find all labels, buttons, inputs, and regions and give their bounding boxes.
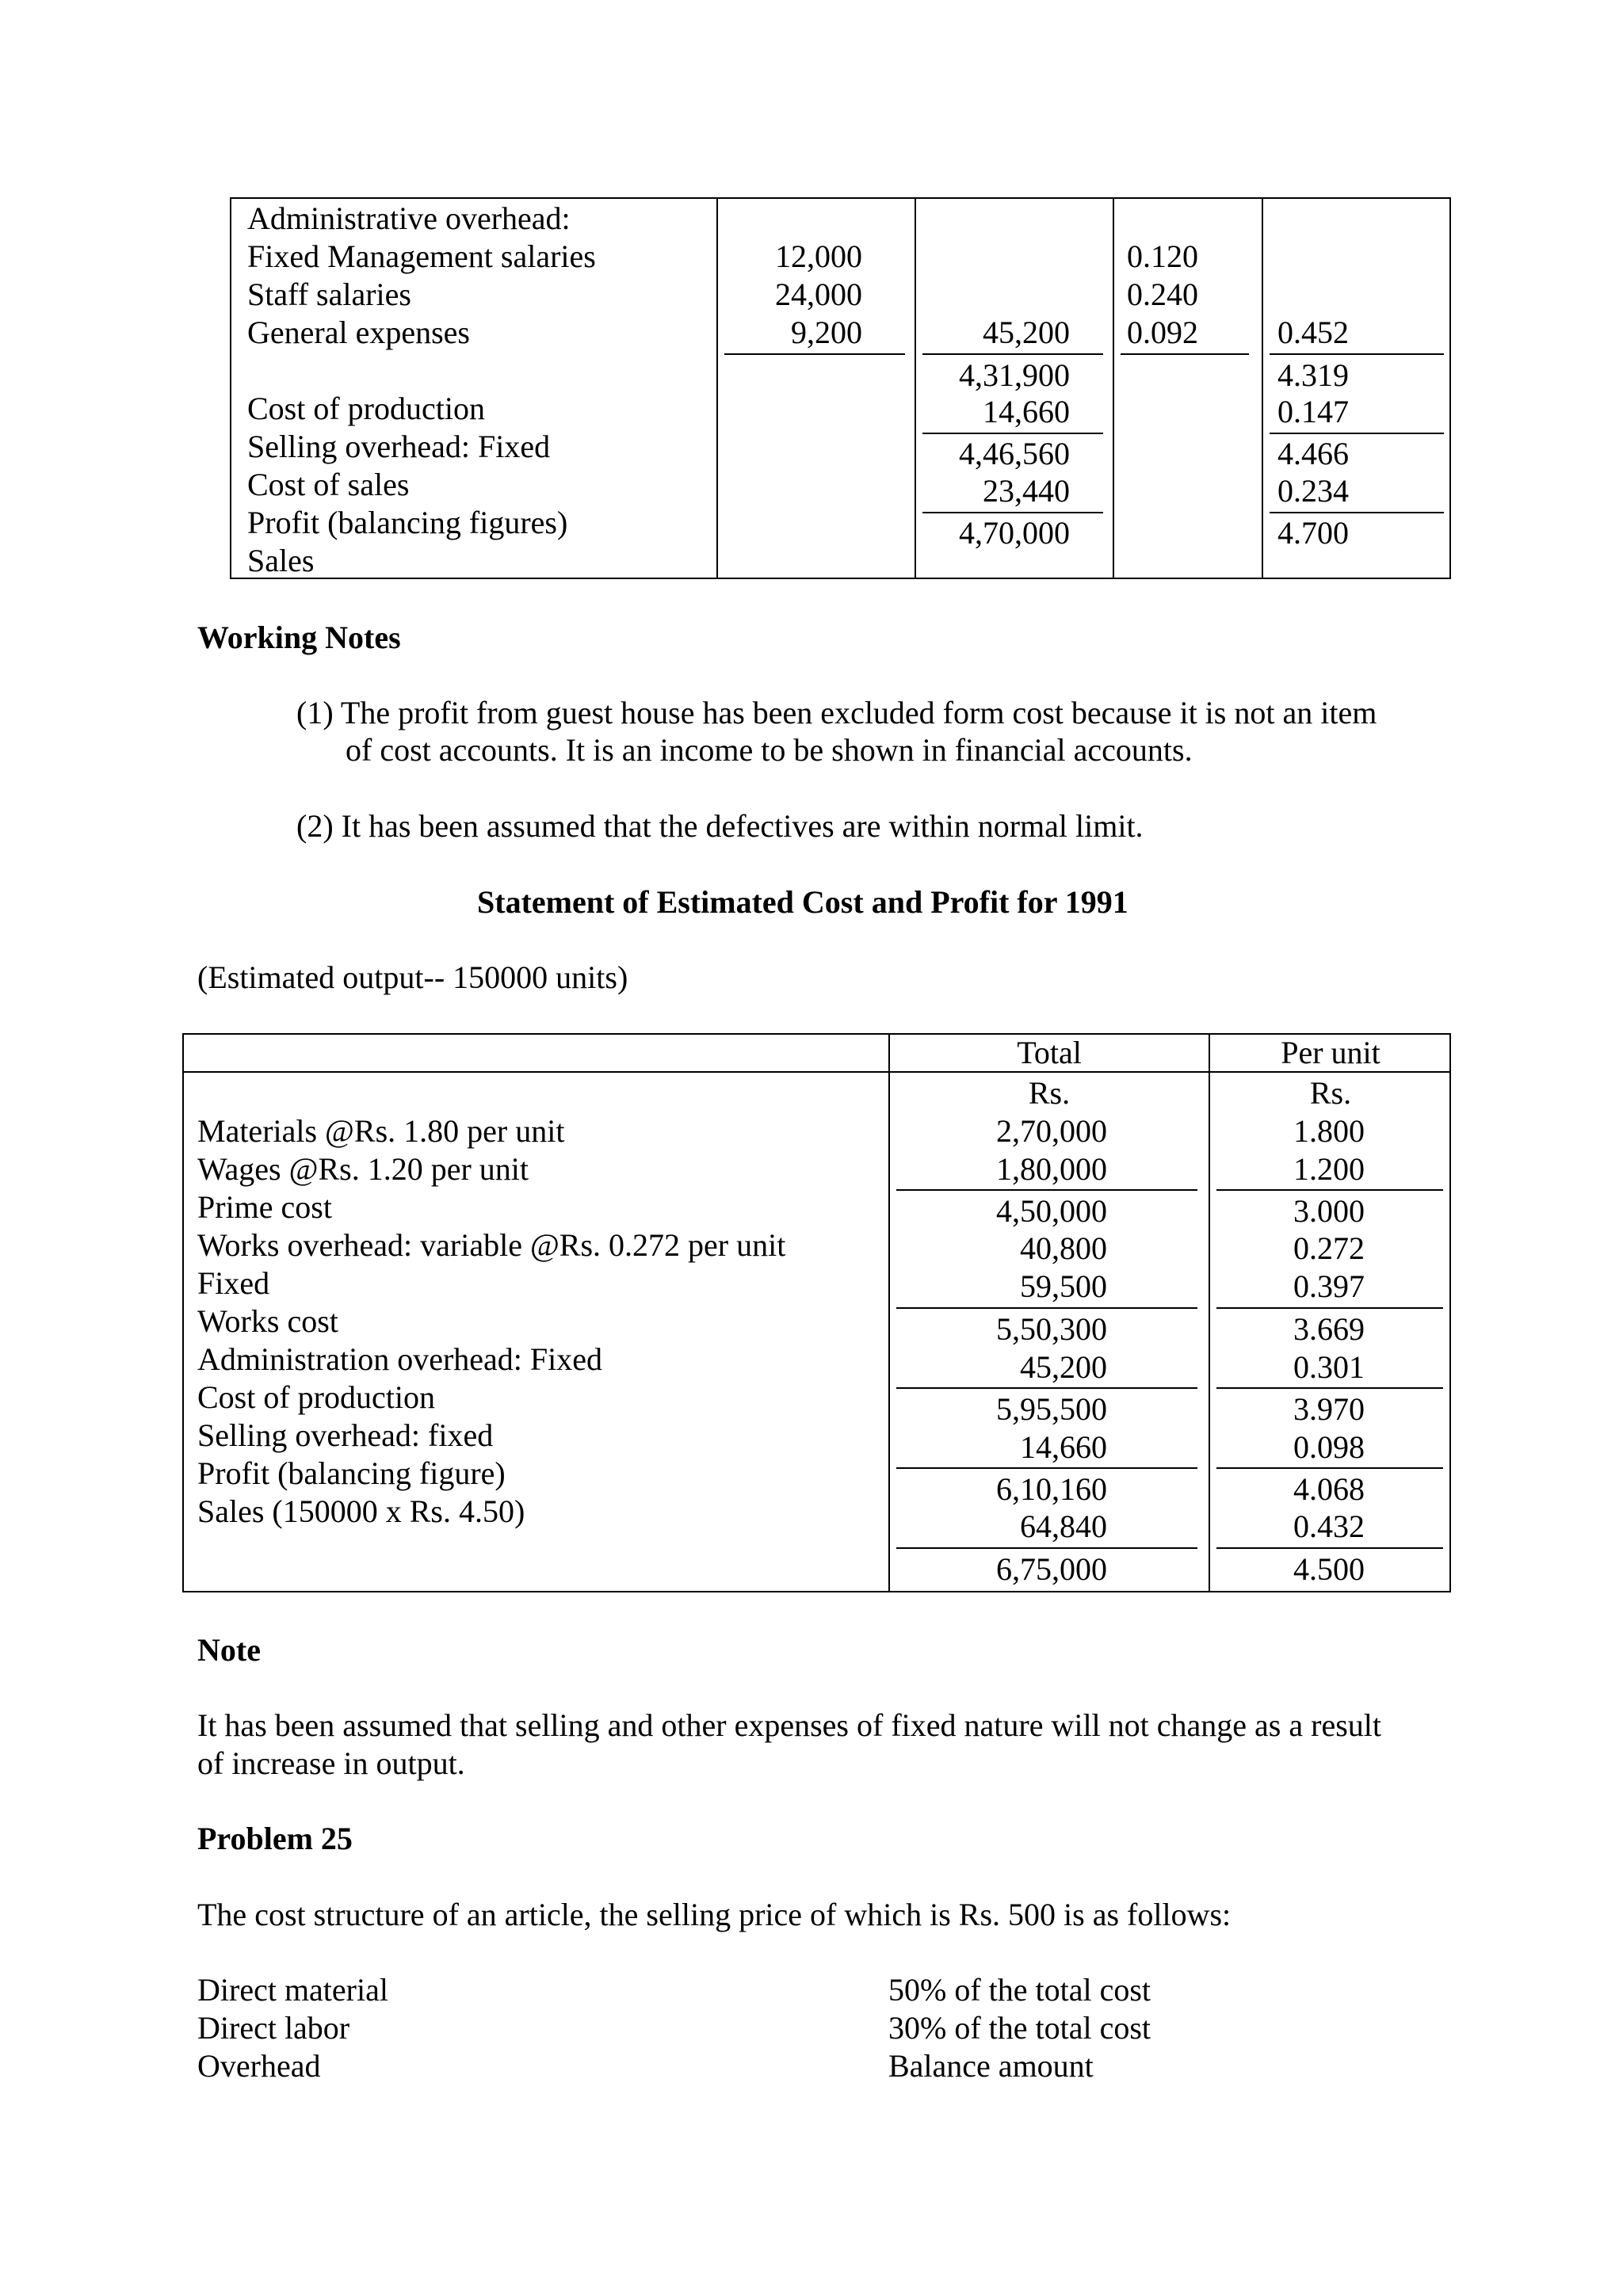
statement-labels [197, 1112, 785, 1531]
table-row-label: Prime cost [197, 1189, 332, 1225]
table-row-label: Materials @Rs. 1.80 per unit [197, 1113, 565, 1149]
table-cell: 0.120 [1127, 238, 1198, 274]
problem-item-value: 30% of the total cost [888, 2010, 1151, 2046]
table-cell: 14,660 [983, 394, 1070, 429]
problem-item-label: Overhead [197, 2048, 321, 2084]
table-cell: 45,200 [1020, 1349, 1107, 1385]
table-row-label: Cost of sales [247, 467, 410, 502]
table-cell: 4.700 [1277, 515, 1349, 551]
table-cell: 0.452 [1277, 315, 1349, 350]
problem-item-value: Balance amount [888, 2048, 1094, 2084]
table-cell: 3.000 [1293, 1193, 1365, 1229]
table-row-label: Selling overhead: Fixed [247, 429, 551, 464]
table-cell: 2,70,000 [996, 1113, 1107, 1149]
table-cell: 0.397 [1293, 1268, 1365, 1304]
table-row-label [247, 352, 596, 390]
table-cell: 4.500 [1293, 1551, 1365, 1587]
table-row-label: Works cost [197, 1303, 338, 1339]
table-row-label: Cost of production [197, 1379, 435, 1415]
table-row-label: Administration overhead: Fixed [197, 1341, 603, 1377]
table-row-label: Cost of production [247, 391, 485, 426]
table-cell: 1.200 [1293, 1151, 1365, 1187]
table-row-label: Profit (balancing figures) [247, 505, 568, 540]
table-row-label: Administrative overhead: [247, 200, 571, 236]
table1-col3 [1127, 238, 1198, 352]
table-row-label: Sales (150000 x Rs. 4.50) [197, 1493, 525, 1529]
table-cell: 6,75,000 [996, 1551, 1107, 1587]
unit-label-total: Rs. [1028, 1075, 1071, 1111]
table-cell: 3.669 [1293, 1311, 1365, 1347]
table-cell: 23,440 [983, 473, 1070, 509]
table-cell: 0.147 [1277, 394, 1349, 429]
problem-item-label: Direct labor [197, 2010, 350, 2046]
table-cell: 4,70,000 [959, 515, 1070, 551]
table-cell: 0.301 [1293, 1349, 1365, 1385]
table-cell: 4,31,900 [959, 357, 1070, 393]
table-cell: 6,10,160 [996, 1471, 1107, 1507]
table-cell: 4.068 [1293, 1471, 1365, 1507]
statement-subtitle: (Estimated output-- 150000 units) [197, 959, 628, 995]
table1-labels [247, 200, 596, 580]
table-cell: 45,200 [983, 315, 1070, 350]
table-cell: 0.432 [1293, 1508, 1365, 1544]
table-row-label: General expenses [247, 315, 470, 350]
table-row-label: Sales [247, 543, 315, 578]
table-cell: 4.466 [1277, 436, 1349, 471]
table-cell: 24,000 [775, 277, 862, 312]
working-note-1-cont: of cost accounts. It is an income to be shown in financial accounts. [346, 732, 1193, 768]
problem-item-value: 50% of the total cost [888, 1972, 1151, 2008]
working-note-1: (1) The profit from guest house has been excluded form cost because it is not an item [296, 695, 1377, 730]
problem-item-label: Direct material [197, 1972, 388, 2008]
table-cell: 0.098 [1293, 1429, 1365, 1465]
table-cell: 1.800 [1293, 1113, 1365, 1149]
statement-title: Statement of Estimated Cost and Profit for 1991 [477, 884, 1128, 920]
column-header-total: Total [1017, 1035, 1082, 1070]
table-cell: 5,50,300 [996, 1311, 1107, 1347]
table-cell: 4,50,000 [996, 1193, 1107, 1229]
table-cell: 0.092 [1127, 315, 1198, 350]
working-note-2: (2) It has been assumed that the defectives are within normal limit. [296, 808, 1144, 844]
table1-col1 [716, 238, 862, 352]
table-cell: 5,95,500 [996, 1391, 1107, 1427]
table-cell: 40,800 [1020, 1230, 1107, 1266]
table-row-label: Selling overhead: fixed [197, 1417, 494, 1453]
table-row-label: Works overhead: variable @Rs. 0.272 per unit [197, 1227, 786, 1263]
table-cell: 4.319 [1277, 357, 1349, 393]
table-cell: 0.272 [1293, 1230, 1365, 1266]
table-cell: 0.240 [1127, 277, 1198, 312]
table-cell: 4,46,560 [959, 436, 1070, 471]
table-row-label: Wages @Rs. 1.20 per unit [197, 1151, 529, 1187]
note-heading: Note [197, 1632, 261, 1668]
column-header-per-unit: Per unit [1281, 1035, 1381, 1070]
table-row-label: Fixed [197, 1265, 270, 1301]
table-row-label: Profit (balancing figure) [197, 1455, 506, 1491]
table-cell: 9,200 [791, 315, 862, 350]
unit-label-per-unit: Rs. [1309, 1075, 1352, 1111]
table-cell: 14,660 [1020, 1429, 1107, 1465]
table-cell: 59,500 [1020, 1268, 1107, 1304]
table-cell: 64,840 [1020, 1508, 1107, 1544]
note-text-cont: of increase in output. [197, 1745, 465, 1781]
table-cell: 0.234 [1277, 473, 1349, 509]
problem-intro: The cost structure of an article, the selling price of which is Rs. 500 is as follows: [197, 1897, 1232, 1932]
table-row-label: Fixed Management salaries [247, 238, 596, 274]
table-cell: 3.970 [1293, 1391, 1365, 1427]
working-notes-heading: Working Notes [197, 620, 401, 655]
note-text: It has been assumed that selling and other expenses of fixed nature will not change as a result [197, 1707, 1381, 1743]
problem-heading: Problem 25 [197, 1821, 353, 1856]
table-cell: 1,80,000 [996, 1151, 1107, 1187]
table-row-label: Staff salaries [247, 277, 411, 312]
table-cell: 12,000 [775, 238, 862, 274]
